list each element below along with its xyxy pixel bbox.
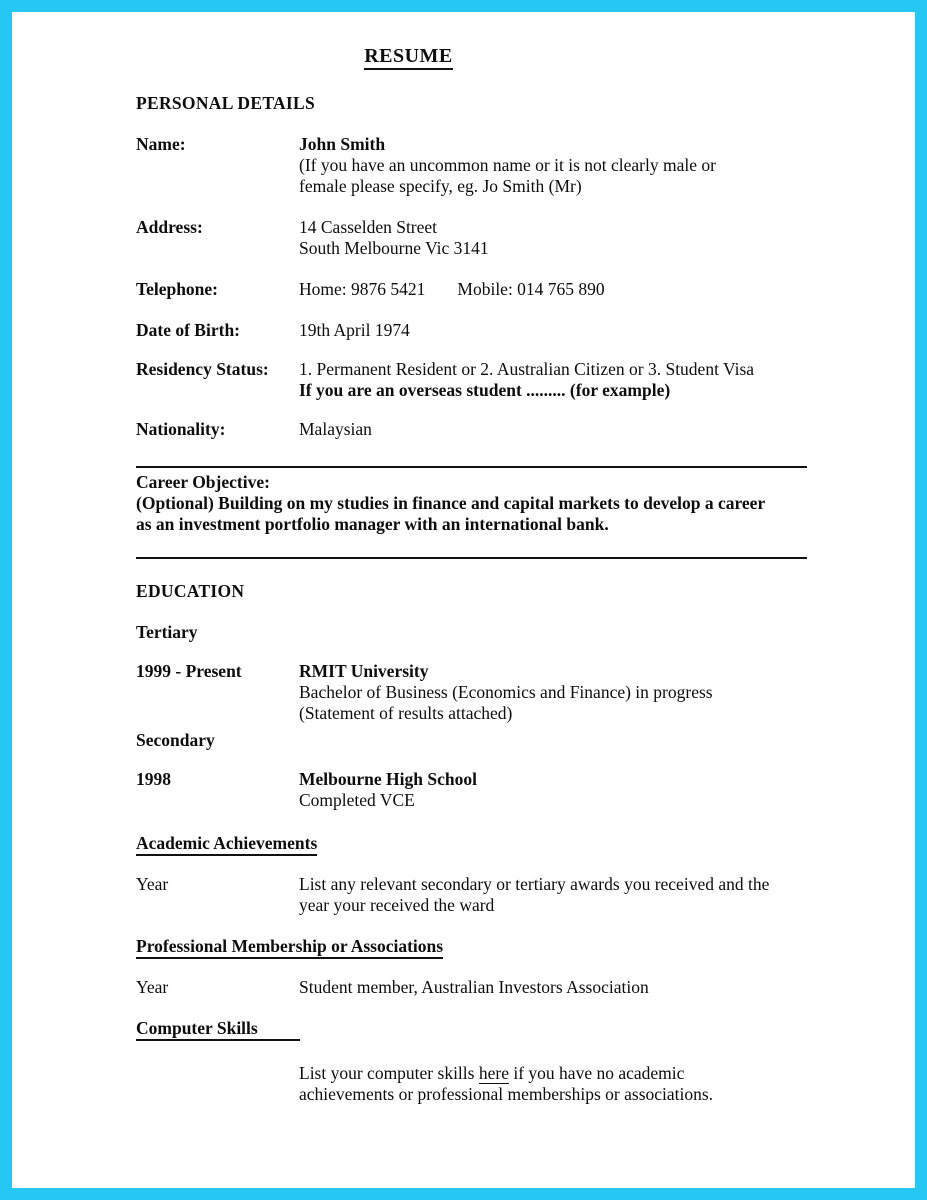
address-line-2: South Melbourne Vic 3141 xyxy=(299,238,489,258)
career-objective-line-1: (Optional) Building on my studies in finance and capital markets to develop a career xyxy=(136,493,766,513)
resume-document xyxy=(12,12,915,1188)
academic-achievements-line-2: year your received the ward xyxy=(299,895,495,915)
field-label-residency-status: Residency Status: xyxy=(136,359,269,379)
field-value-nationality: Malaysian xyxy=(299,419,372,439)
career-objective-label: Career Objective: xyxy=(136,472,270,492)
computer-skills-line-2: achievements or professional memberships or associations. xyxy=(299,1084,714,1104)
computer-skills-heading-wrap xyxy=(136,1018,807,1041)
section-heading-personal-details: PERSONAL DETAILS xyxy=(136,93,316,113)
education-row-secondary xyxy=(136,769,807,811)
field-row-date-of-birth xyxy=(136,320,807,341)
computer-skills-line-1 xyxy=(299,1063,807,1084)
education-years-secondary: 1998 xyxy=(136,769,171,789)
academic-achievements-value xyxy=(299,874,807,916)
field-value-name xyxy=(299,134,807,197)
divider-above-career-objective xyxy=(136,466,807,468)
residency-line-1: 1. Permanent Resident or 2. Australian Citizen or 3. Student Visa xyxy=(299,359,755,379)
education-detail-secondary xyxy=(299,769,807,811)
education-tertiary-detail-1: Bachelor of Business (Economics and Finance) in progress xyxy=(299,682,713,702)
subheading-secondary: Secondary xyxy=(136,730,215,750)
field-label-nationality: Nationality: xyxy=(136,419,226,439)
field-row-residency-status xyxy=(136,359,807,401)
education-years-tertiary: 1999 - Present xyxy=(136,661,242,681)
section-heading-professional-membership: Professional Membership or Associations xyxy=(136,936,443,959)
field-value-residency-status xyxy=(299,359,807,401)
name-note-line-1: (If you have an uncommon name or it is not clearly male or xyxy=(299,155,716,175)
education-secondary-detail-1: Completed VCE xyxy=(299,790,415,810)
field-value-address xyxy=(299,217,807,259)
academic-achievements-row xyxy=(136,874,807,916)
page-title-text: RESUME xyxy=(364,45,453,70)
page-title xyxy=(12,12,915,67)
telephone-mobile: Mobile: 014 765 890 xyxy=(457,279,605,299)
professional-membership-row xyxy=(136,977,807,998)
education-institution-tertiary: RMIT University xyxy=(299,661,429,681)
telephone-home: Home: 9876 5421 xyxy=(299,279,426,299)
education-tertiary-detail-2: (Statement of results attached) xyxy=(299,703,513,723)
section-heading-education: EDUCATION xyxy=(136,581,245,601)
computer-skills-body xyxy=(136,1063,807,1105)
computer-skills-text-before: List your computer skills xyxy=(299,1063,479,1083)
field-label-address: Address: xyxy=(136,217,203,237)
education-institution-secondary: Melbourne High School xyxy=(299,769,477,789)
address-line-1: 14 Casselden Street xyxy=(299,217,438,237)
professional-membership-value: Student member, Australian Investors Association xyxy=(299,977,649,997)
field-row-telephone xyxy=(136,279,807,300)
field-value-date-of-birth: 19th April 1974 xyxy=(299,320,410,340)
field-row-name xyxy=(136,134,807,197)
academic-achievements-heading-wrap xyxy=(136,833,807,856)
field-row-nationality xyxy=(136,419,807,440)
professional-membership-heading-wrap xyxy=(136,936,807,959)
field-label-date-of-birth: Date of Birth: xyxy=(136,320,241,340)
career-objective-block xyxy=(136,472,807,535)
academic-achievements-line-1: List any relevant secondary or tertiary awards you received and the xyxy=(299,874,770,894)
document-body xyxy=(12,93,915,1105)
document-page xyxy=(12,12,915,1188)
field-row-address xyxy=(136,217,807,259)
name-value: John Smith xyxy=(299,134,386,154)
academic-achievements-year-label: Year xyxy=(136,874,169,894)
residency-line-2: If you are an overseas student ......... (for example) xyxy=(299,380,671,400)
field-label-telephone: Telephone: xyxy=(136,279,219,299)
divider-below-career-objective xyxy=(136,557,807,559)
field-value-telephone xyxy=(299,279,807,300)
education-detail-tertiary xyxy=(299,661,807,724)
section-heading-computer-skills: Computer Skills xyxy=(136,1018,300,1041)
education-row-tertiary xyxy=(136,661,807,724)
career-objective-line-2: as an investment portfolio manager with an international bank. xyxy=(136,514,609,534)
computer-skills-text-after: if you have no academic xyxy=(508,1063,685,1083)
subheading-tertiary: Tertiary xyxy=(136,622,198,642)
computer-skills-here-link: here xyxy=(478,1063,509,1083)
name-note-line-2: female please specify, eg. Jo Smith (Mr) xyxy=(299,176,582,196)
section-heading-academic-achievements: Academic Achievements xyxy=(136,833,317,856)
professional-membership-year-label: Year xyxy=(136,977,169,997)
field-label-name: Name: xyxy=(136,134,186,154)
